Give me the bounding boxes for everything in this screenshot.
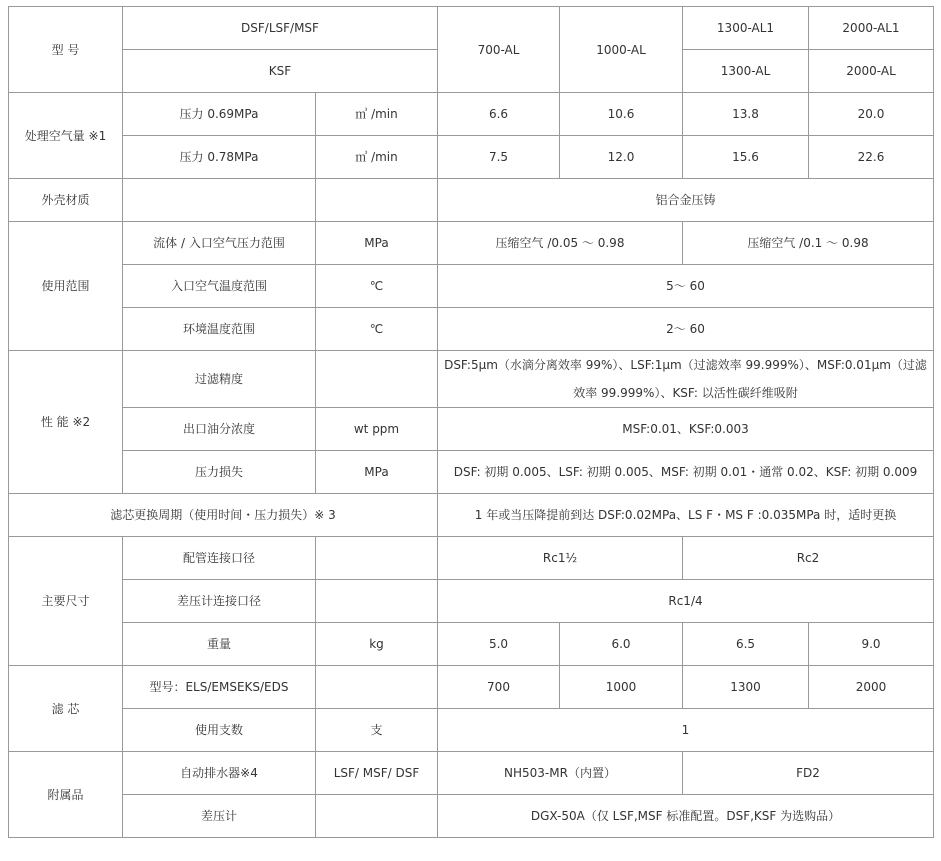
gauge-label: 差压计连接口径 (123, 580, 316, 623)
row-oil (9, 408, 934, 451)
flow-label: 处理空气量 ※1 (9, 93, 123, 179)
model-1300-al1: 1300-AL1 (683, 7, 809, 50)
usage-pressure-unit: MPa (316, 222, 438, 265)
loss-label: 压力损失 (123, 451, 316, 494)
precision-value: DSF:5μm（水滴分离效率 99%）、LSF:1μm（过滤效率 99.999%）、MSF:0.01μm（过滤效率 99.999%）、KSF: 以活性碳纤维吸附 (438, 351, 934, 408)
gauge-unit-empty (316, 580, 438, 623)
flow-value: 22.6 (809, 136, 934, 179)
pipe-unit-empty (316, 537, 438, 580)
housing-empty-2 (316, 179, 438, 222)
weight-value: 9.0 (809, 623, 934, 666)
flow-value: 10.6 (560, 93, 683, 136)
element-model: 700 (438, 666, 560, 709)
ambient-temp-value: 2～ 60 (438, 308, 934, 351)
row-housing (9, 179, 934, 222)
weight-value: 5.0 (438, 623, 560, 666)
housing-label: 外壳材质 (9, 179, 123, 222)
row-pipe (9, 537, 934, 580)
row-element-model (9, 666, 934, 709)
dp-value: DGX-50A（仅 LSF,MSF 标准配置。DSF,KSF 为选购品） (438, 795, 934, 838)
flow-value: 7.5 (438, 136, 560, 179)
flow-pressure-2: 压力 0.78MPa (123, 136, 316, 179)
model-2000-al: 2000-AL (809, 50, 934, 93)
row-dp (9, 795, 934, 838)
element-model-unit-empty (316, 666, 438, 709)
usage-pressure-b: 压缩空气 /0.1 ～ 0.98 (683, 222, 934, 265)
element-model: 1000 (560, 666, 683, 709)
flow-value: 6.6 (438, 93, 560, 136)
drain-b: FD2 (683, 752, 934, 795)
row-element-count (9, 709, 934, 752)
spec-table (8, 6, 934, 838)
weight-value: 6.0 (560, 623, 683, 666)
inlet-temp-value: 5～ 60 (438, 265, 934, 308)
row-model-a (9, 7, 934, 50)
replace-label: 滤芯更换周期（使用时间・压力损失）※ 3 (9, 494, 438, 537)
flow-value: 13.8 (683, 93, 809, 136)
dp-unit-empty (316, 795, 438, 838)
precision-unit-empty (316, 351, 438, 408)
usage-label: 使用范围 (9, 222, 123, 351)
oil-label: 出口油分浓度 (123, 408, 316, 451)
row-replace (9, 494, 934, 537)
replace-value: 1 年或当压降提前到达 DSF:0.02MPa、LS F・MS F :0.035MPa 时，适时更换 (438, 494, 934, 537)
weight-value: 6.5 (683, 623, 809, 666)
model-2000-al1: 2000-AL1 (809, 7, 934, 50)
row-usage-pressure (9, 222, 934, 265)
drain-label: 自动排水器※4 (123, 752, 316, 795)
ambient-temp-unit: ℃ (316, 308, 438, 351)
ambient-temp-label: 环境温度范围 (123, 308, 316, 351)
inlet-temp-label: 入口空气温度范围 (123, 265, 316, 308)
series-b: KSF (123, 50, 438, 93)
flow-value: 20.0 (809, 93, 934, 136)
element-count-value: 1 (438, 709, 934, 752)
flow-unit-1: ㎥ /min (316, 93, 438, 136)
accessory-label: 附属品 (9, 752, 123, 838)
row-flow-1 (9, 93, 934, 136)
performance-label: 性 能 ※2 (9, 351, 123, 494)
row-flow-2 (9, 136, 934, 179)
oil-unit: wt ppm (316, 408, 438, 451)
oil-value: MSF:0.01、KSF:0.003 (438, 408, 934, 451)
series-a: DSF/LSF/MSF (123, 7, 438, 50)
drain-a: NH503-MR（内置） (438, 752, 683, 795)
housing-empty-1 (123, 179, 316, 222)
housing-value: 铝合金压铸 (438, 179, 934, 222)
model-label: 型 号 (9, 7, 123, 93)
flow-value: 15.6 (683, 136, 809, 179)
usage-pressure-label: 流体 / 入口空气压力范围 (123, 222, 316, 265)
pipe-b: Rc2 (683, 537, 934, 580)
element-count-label: 使用支数 (123, 709, 316, 752)
pipe-a: Rc1½ (438, 537, 683, 580)
inlet-temp-unit: ℃ (316, 265, 438, 308)
precision-label: 过滤精度 (123, 351, 316, 408)
element-model: 2000 (809, 666, 934, 709)
dimensions-label: 主要尺寸 (9, 537, 123, 666)
row-usage-ambient (9, 308, 934, 351)
row-usage-inlet-temp (9, 265, 934, 308)
element-count-unit: 支 (316, 709, 438, 752)
weight-unit: kg (316, 623, 438, 666)
row-gauge (9, 580, 934, 623)
flow-unit-2: ㎥ /min (316, 136, 438, 179)
loss-value: DSF: 初期 0.005、LSF: 初期 0.005、MSF: 初期 0.01・通常 0.02、KSF: 初期 0.009 (438, 451, 934, 494)
usage-pressure-a: 压缩空气 /0.05 ～ 0.98 (438, 222, 683, 265)
loss-unit: MPa (316, 451, 438, 494)
row-loss (9, 451, 934, 494)
model-1000: 1000-AL (560, 7, 683, 93)
gauge-value: Rc1/4 (438, 580, 934, 623)
drain-unit: LSF/ MSF/ DSF (316, 752, 438, 795)
dp-label: 差压计 (123, 795, 316, 838)
weight-label: 重量 (123, 623, 316, 666)
row-drain (9, 752, 934, 795)
element-model-label: 型号：ELS/EMSEKS/EDS (123, 666, 316, 709)
flow-value: 12.0 (560, 136, 683, 179)
pipe-label: 配管连接口径 (123, 537, 316, 580)
row-weight (9, 623, 934, 666)
element-model: 1300 (683, 666, 809, 709)
element-label: 滤 芯 (9, 666, 123, 752)
flow-pressure-1: 压力 0.69MPa (123, 93, 316, 136)
model-1300-al: 1300-AL (683, 50, 809, 93)
model-700: 700-AL (438, 7, 560, 93)
row-precision (9, 351, 934, 408)
